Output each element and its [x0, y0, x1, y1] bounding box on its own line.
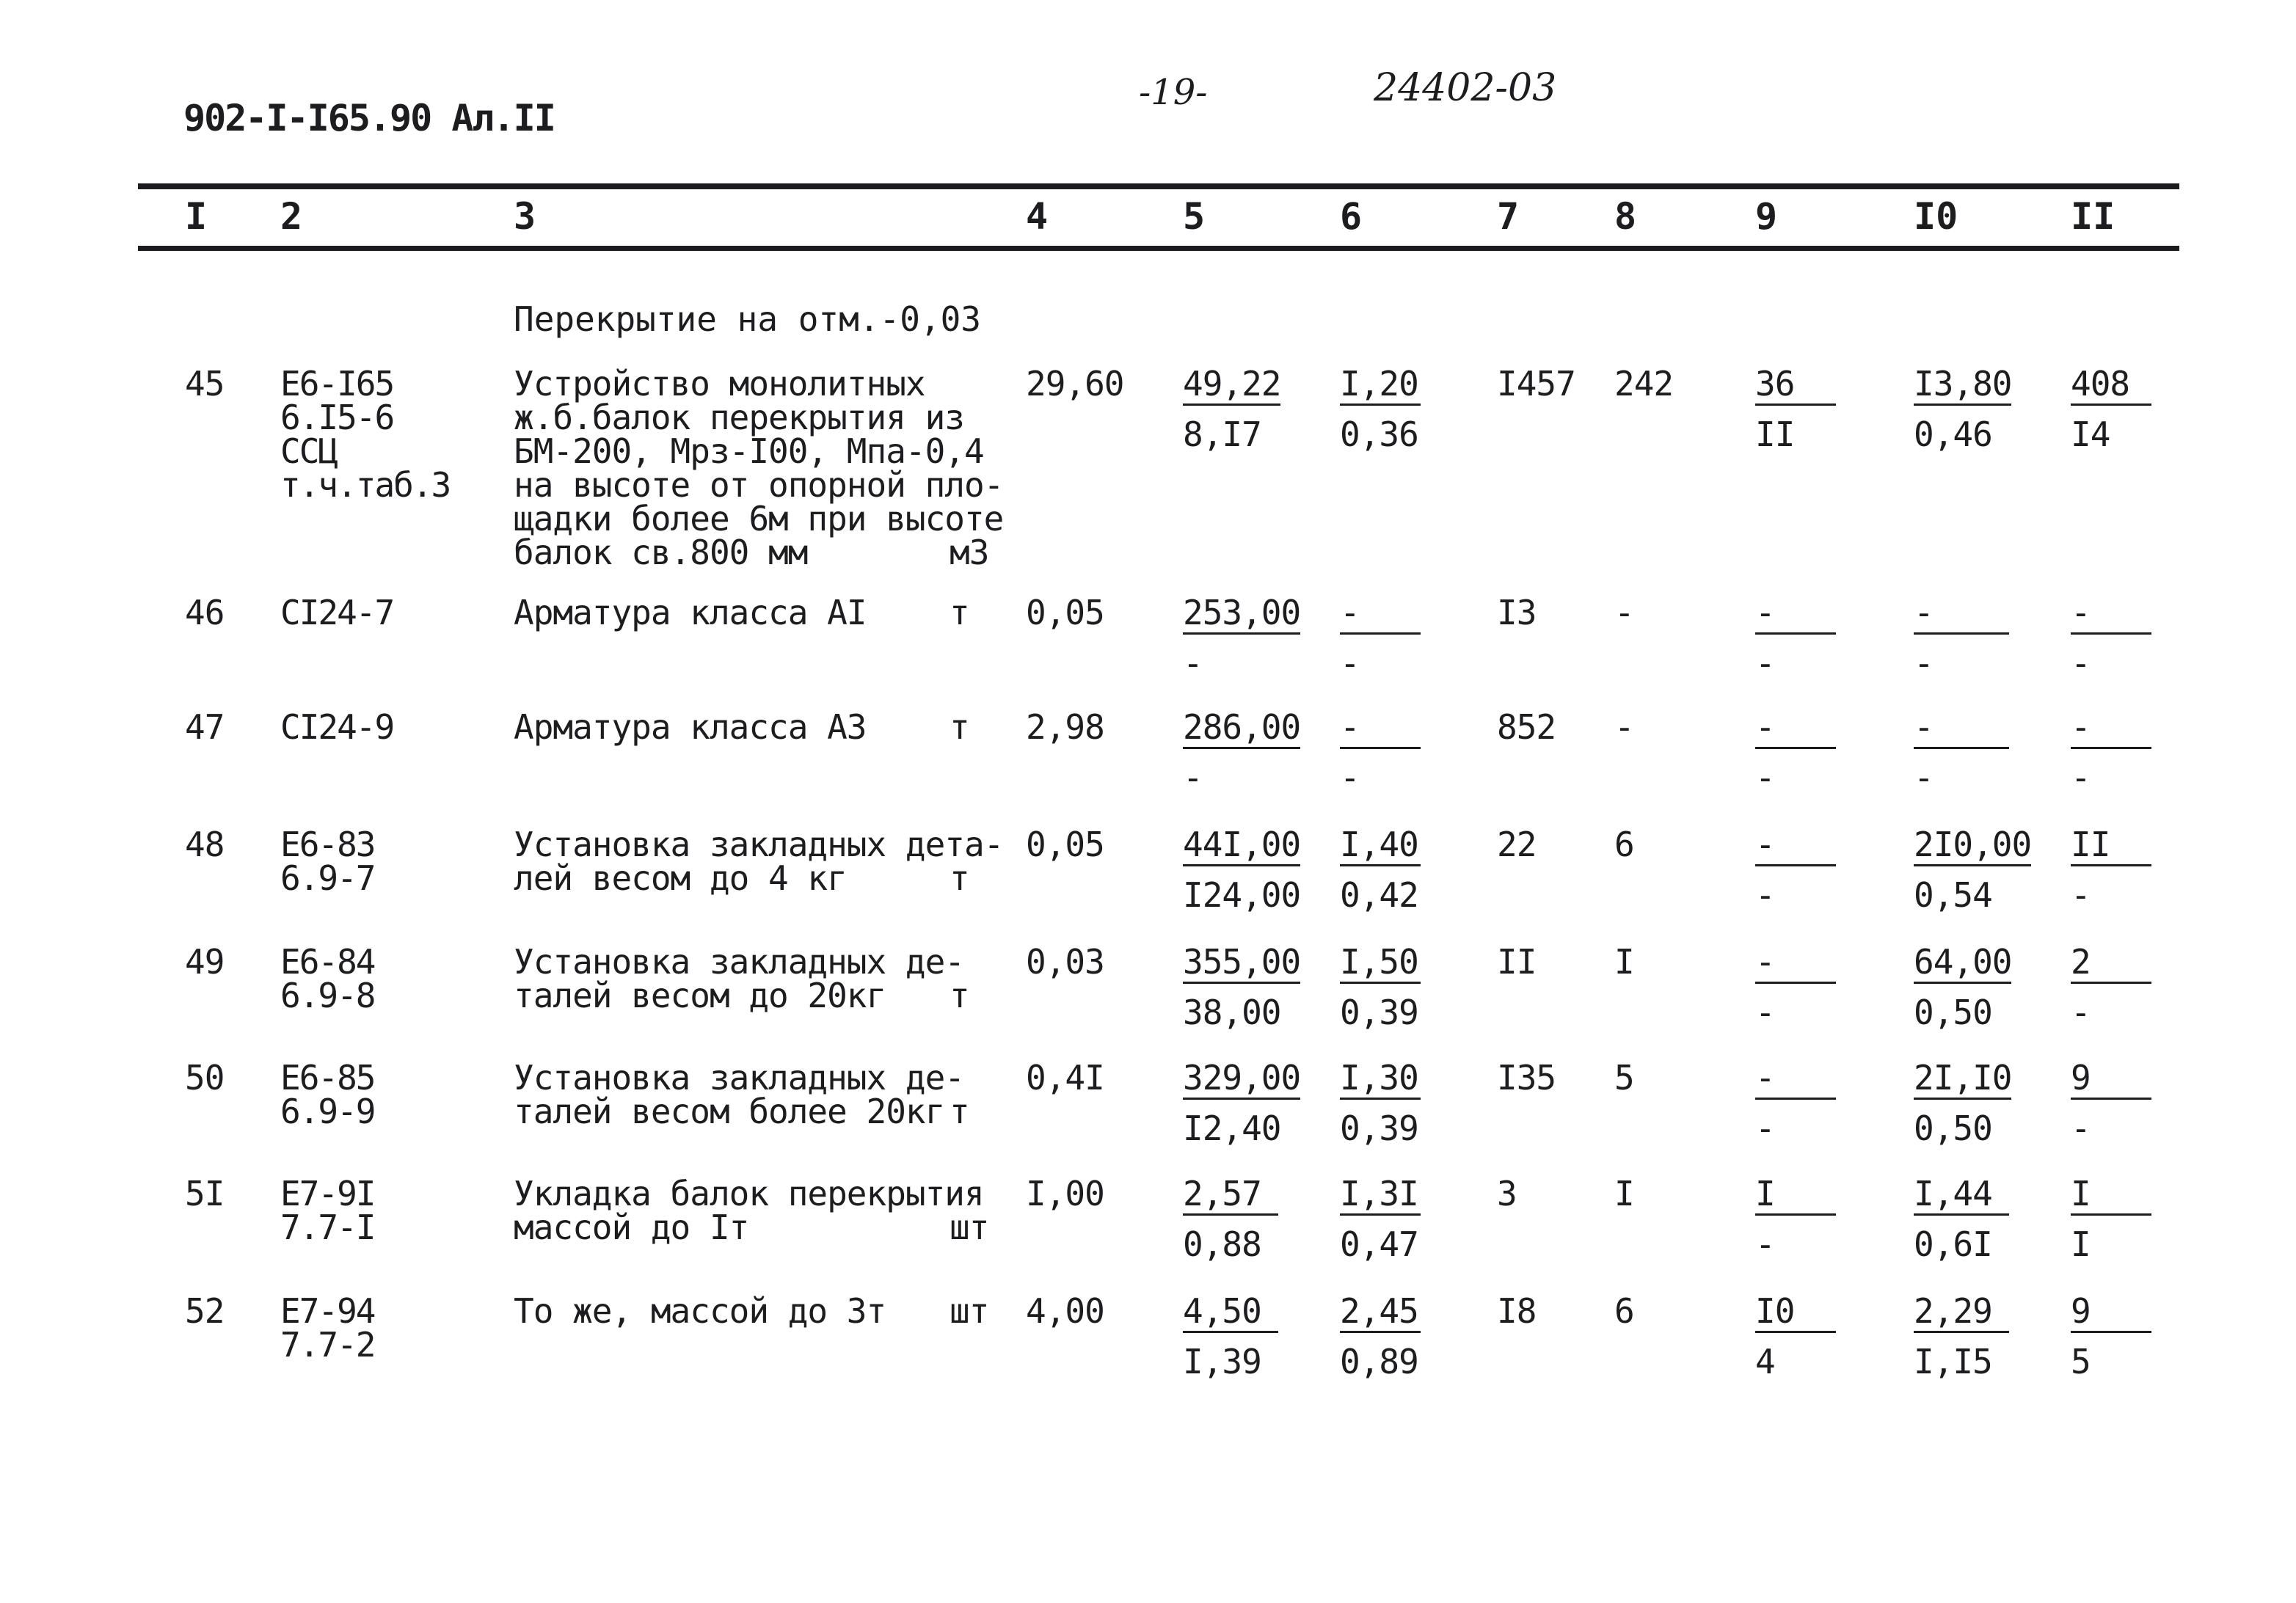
- fraction-denominator: -: [1340, 758, 1360, 797]
- fraction-c9: [1755, 1174, 1836, 1264]
- fraction-denominator: -: [2071, 758, 2091, 797]
- fraction-c11: [2071, 1174, 2151, 1264]
- fraction-denominator: -: [1755, 1224, 1775, 1264]
- fraction-c11: [2071, 1291, 2151, 1381]
- section-title: Перекрытие на отм.-0,03: [514, 299, 981, 339]
- norm-code: 7.7-2: [280, 1325, 375, 1365]
- fraction-numerator: -: [2071, 710, 2151, 749]
- work-description: То же, массой до 3т: [514, 1291, 886, 1331]
- unit-of-measure: м3: [950, 533, 989, 572]
- column-header-8: 8: [1614, 195, 1637, 238]
- work-description: Установка закладных де-: [514, 942, 964, 982]
- fraction-c10: [1914, 1291, 2009, 1381]
- column-header-10: I0: [1914, 195, 1958, 238]
- column-header-9: 9: [1755, 195, 1778, 238]
- fraction-numerator: -: [1755, 828, 1836, 866]
- fraction-c9: [1755, 942, 1836, 1032]
- fraction-c5: [1183, 364, 1281, 454]
- column-header-2: 2: [280, 195, 303, 238]
- fraction-denominator: 0,54: [1914, 875, 1992, 915]
- fraction-denominator: I2,40: [1183, 1109, 1281, 1148]
- unit-of-measure: шт: [950, 1208, 989, 1247]
- fraction-numerator: I: [2071, 1177, 2151, 1216]
- column-header-7: 7: [1497, 195, 1520, 238]
- fraction-denominator: -: [1914, 758, 1934, 797]
- fraction-c6: [1340, 707, 1421, 797]
- fraction-c11: [2071, 593, 2151, 683]
- norm-code: ССЦ: [280, 431, 338, 471]
- fraction-c5: [1183, 825, 1301, 915]
- work-description: БМ-200, Мрз-I00, Мпа-0,4: [514, 431, 984, 471]
- fraction-denominator: -: [2071, 875, 2091, 915]
- row-number: 49: [185, 942, 225, 982]
- norm-code: 6.9-9: [280, 1092, 375, 1131]
- norm-code: 6.9-7: [280, 858, 375, 898]
- fraction-numerator: 2,29: [1914, 1294, 2009, 1333]
- fraction-denominator: 0,36: [1340, 415, 1418, 454]
- fraction-c10: [1914, 364, 2012, 454]
- fraction-c6: [1340, 593, 1421, 683]
- fraction-c9: [1755, 707, 1836, 797]
- work-description: лей весом до 4 кг: [514, 858, 847, 898]
- norm-code: Е6-I65: [280, 364, 394, 404]
- fraction-denominator: -: [1183, 643, 1203, 683]
- work-description: талей весом более 20кг: [514, 1092, 945, 1131]
- quantity: 4,00: [1026, 1291, 1104, 1331]
- norm-code: Е7-94: [280, 1291, 375, 1331]
- fraction-numerator: -: [1914, 710, 2009, 749]
- quantity: 0,4I: [1026, 1058, 1104, 1098]
- column-header-6: 6: [1340, 195, 1363, 238]
- quantity: 0,05: [1026, 825, 1104, 864]
- fraction-denominator: I: [2071, 1224, 2091, 1264]
- fraction-c10: [1914, 1174, 2009, 1264]
- fraction-numerator: -: [1340, 596, 1421, 635]
- fraction-denominator: -: [1914, 643, 1934, 683]
- fraction-c10: [1914, 942, 2012, 1032]
- column-header-11: II: [2071, 195, 2115, 238]
- norm-code: 7.7-I: [280, 1208, 375, 1247]
- fraction-numerator: 2,45: [1340, 1294, 1421, 1333]
- fraction-c5: [1183, 707, 1301, 797]
- fraction-numerator: 36: [1755, 367, 1836, 406]
- value-col7: I3: [1497, 593, 1537, 632]
- fraction-numerator: 2I,I0: [1914, 1061, 2011, 1100]
- fraction-denominator: I,39: [1183, 1342, 1261, 1381]
- value-col7: 852: [1497, 707, 1556, 747]
- column-header-1: I: [185, 195, 208, 238]
- fraction-denominator: -: [1755, 643, 1775, 683]
- work-description: на высоте от опорной пло-: [514, 465, 1004, 505]
- fraction-c6: [1340, 825, 1421, 915]
- fraction-c9: [1755, 1291, 1836, 1381]
- unit-of-measure: т: [950, 593, 969, 632]
- fraction-c11: [2071, 364, 2151, 454]
- fraction-numerator: 4,50: [1183, 1294, 1278, 1333]
- fraction-numerator: 9: [2071, 1294, 2151, 1333]
- row-number: 48: [185, 825, 225, 864]
- fraction-numerator: 2I0,00: [1914, 828, 2031, 866]
- value-col8: 242: [1614, 364, 1674, 404]
- value-col7: I457: [1497, 364, 1575, 404]
- fraction-denominator: 4: [1755, 1342, 1775, 1381]
- fraction-c9: [1755, 1058, 1836, 1148]
- fraction-numerator: 2: [2071, 945, 2151, 984]
- work-description: ж.б.балок перекрытия из: [514, 398, 964, 437]
- fraction-numerator: II: [2071, 828, 2151, 866]
- fraction-numerator: -: [1340, 710, 1421, 749]
- work-description: Арматура класса А3: [514, 707, 867, 747]
- fraction-c5: [1183, 942, 1301, 1032]
- work-description: Укладка балок перекрытия: [514, 1174, 984, 1213]
- fraction-denominator: 0,46: [1914, 415, 1992, 454]
- fraction-numerator: I0: [1755, 1294, 1836, 1333]
- column-header-4: 4: [1026, 195, 1049, 238]
- fraction-denominator: 0,42: [1340, 875, 1418, 915]
- fraction-numerator: I: [1755, 1177, 1836, 1216]
- fraction-numerator: 286,00: [1183, 710, 1300, 749]
- fraction-c9: [1755, 825, 1836, 915]
- value-col8: -: [1614, 707, 1634, 747]
- quantity: 2,98: [1026, 707, 1104, 747]
- fraction-numerator: I,50: [1340, 945, 1421, 984]
- fraction-c9: [1755, 364, 1836, 454]
- fraction-numerator: -: [1914, 596, 2009, 635]
- fraction-c6: [1340, 1174, 1421, 1264]
- fraction-numerator: 64,00: [1914, 945, 2011, 984]
- fraction-numerator: I,3I: [1340, 1177, 1421, 1216]
- page-number: -19-: [1139, 72, 1208, 113]
- value-col8: I: [1614, 1174, 1634, 1213]
- row-number: 52: [185, 1291, 225, 1331]
- fraction-numerator: -: [1755, 945, 1836, 984]
- fraction-numerator: -: [1755, 710, 1836, 749]
- fraction-numerator: I,40: [1340, 828, 1421, 866]
- fraction-denominator: 0,39: [1340, 993, 1418, 1032]
- value-col7: I8: [1497, 1291, 1537, 1331]
- fraction-numerator: -: [1755, 596, 1836, 635]
- work-description: щадки более 6м при высоте: [514, 499, 1004, 538]
- fraction-c6: [1340, 1291, 1421, 1381]
- row-number: 45: [185, 364, 225, 404]
- fraction-denominator: 5: [2071, 1342, 2091, 1381]
- fraction-numerator: 44I,00: [1183, 828, 1300, 866]
- value-col8: 6: [1614, 825, 1634, 864]
- value-col8: I: [1614, 942, 1634, 982]
- fraction-numerator: 253,00: [1183, 596, 1300, 635]
- fraction-denominator: -: [1755, 758, 1775, 797]
- fraction-denominator: -: [1755, 1109, 1775, 1148]
- fraction-c5: [1183, 1291, 1278, 1381]
- fraction-denominator: 0,50: [1914, 1109, 1992, 1148]
- fraction-c10: [1914, 593, 2009, 683]
- work-description: массой до Iт: [514, 1208, 749, 1247]
- fraction-c10: [1914, 825, 2032, 915]
- fraction-numerator: 9: [2071, 1061, 2151, 1100]
- work-description: балок св.800 мм: [514, 533, 808, 572]
- work-description: Устройство монолитных: [514, 364, 925, 404]
- norm-code: СI24-9: [280, 707, 394, 747]
- row-number: 46: [185, 593, 225, 632]
- work-description: Установка закладных де-: [514, 1058, 964, 1098]
- work-description: Арматура класса АI: [514, 593, 867, 632]
- fraction-c11: [2071, 942, 2151, 1032]
- unit-of-measure: т: [950, 1092, 969, 1131]
- work-description: талей весом до 20кг: [514, 976, 886, 1015]
- fraction-denominator: 38,00: [1183, 993, 1281, 1032]
- fraction-denominator: II: [1755, 415, 1795, 454]
- header-rule-bottom: [138, 246, 2179, 251]
- unit-of-measure: шт: [950, 1291, 989, 1331]
- unit-of-measure: т: [950, 707, 969, 747]
- fraction-numerator: -: [1755, 1061, 1836, 1100]
- value-col8: 6: [1614, 1291, 1634, 1331]
- value-col8: 5: [1614, 1058, 1634, 1098]
- row-number: 47: [185, 707, 225, 747]
- fraction-denominator: -: [1183, 758, 1203, 797]
- value-col7: 3: [1497, 1174, 1517, 1213]
- fraction-denominator: -: [2071, 1109, 2091, 1148]
- norm-code: 6.I5-6: [280, 398, 394, 437]
- quantity: I,00: [1026, 1174, 1104, 1213]
- value-col7: I35: [1497, 1058, 1556, 1098]
- fraction-denominator: 0,88: [1183, 1224, 1261, 1264]
- fraction-numerator: I3,80: [1914, 367, 2011, 406]
- row-number: 5I: [185, 1174, 225, 1213]
- fraction-numerator: 355,00: [1183, 945, 1300, 984]
- fraction-denominator: 0,50: [1914, 993, 1992, 1032]
- fraction-numerator: 329,00: [1183, 1061, 1300, 1100]
- handwritten-number: 24402-03: [1374, 66, 1557, 110]
- norm-code: Е6-84: [280, 942, 375, 982]
- fraction-c9: [1755, 593, 1836, 683]
- fraction-numerator: 2,57: [1183, 1177, 1278, 1216]
- norm-code: Е6-85: [280, 1058, 375, 1098]
- fraction-denominator: 0,6I: [1914, 1224, 1992, 1264]
- fraction-c11: [2071, 707, 2151, 797]
- fraction-numerator: 49,22: [1183, 367, 1280, 406]
- quantity: 0,05: [1026, 593, 1104, 632]
- column-header-5: 5: [1183, 195, 1206, 238]
- norm-code: Е7-9I: [280, 1174, 375, 1213]
- fraction-c5: [1183, 593, 1301, 683]
- unit-of-measure: т: [950, 858, 969, 898]
- fraction-denominator: -: [1340, 643, 1360, 683]
- work-description: Установка закладных дета-: [514, 825, 1004, 864]
- fraction-c6: [1340, 942, 1421, 1032]
- fraction-denominator: I4: [2071, 415, 2110, 454]
- fraction-denominator: -: [1755, 875, 1775, 915]
- fraction-c5: [1183, 1058, 1301, 1148]
- norm-code: 6.9-8: [280, 976, 375, 1015]
- document-code: 902-I-I65.90 Ал.II: [183, 97, 555, 139]
- fraction-c5: [1183, 1174, 1278, 1264]
- fraction-denominator: 0,89: [1340, 1342, 1418, 1381]
- quantity: 29,60: [1026, 364, 1124, 404]
- fraction-numerator: I,44: [1914, 1177, 2009, 1216]
- fraction-denominator: 0,47: [1340, 1224, 1418, 1264]
- fraction-denominator: -: [2071, 643, 2091, 683]
- unit-of-measure: т: [950, 976, 969, 1015]
- norm-code: СI24-7: [280, 593, 394, 632]
- fraction-c6: [1340, 1058, 1421, 1148]
- fraction-denominator: -: [2071, 993, 2091, 1032]
- norm-code: Е6-83: [280, 825, 375, 864]
- fraction-numerator: -: [2071, 596, 2151, 635]
- fraction-numerator: I,20: [1340, 367, 1421, 406]
- value-col7: II: [1497, 942, 1537, 982]
- fraction-c6: [1340, 364, 1421, 454]
- fraction-c10: [1914, 707, 2009, 797]
- column-header-3: 3: [514, 195, 536, 238]
- fraction-denominator: 8,I7: [1183, 415, 1261, 454]
- row-number: 50: [185, 1058, 225, 1098]
- quantity: 0,03: [1026, 942, 1104, 982]
- fraction-denominator: 0,39: [1340, 1109, 1418, 1148]
- value-col7: 22: [1497, 825, 1537, 864]
- fraction-c11: [2071, 1058, 2151, 1148]
- norm-code: т.ч.таб.3: [280, 465, 451, 505]
- fraction-denominator: -: [1755, 993, 1775, 1032]
- fraction-denominator: I,I5: [1914, 1342, 1992, 1381]
- fraction-numerator: I,30: [1340, 1061, 1421, 1100]
- fraction-c11: [2071, 825, 2151, 915]
- fraction-numerator: 408: [2071, 367, 2151, 406]
- header-rule-top: [138, 183, 2179, 189]
- fraction-c10: [1914, 1058, 2012, 1148]
- fraction-denominator: I24,00: [1183, 875, 1301, 915]
- value-col8: -: [1614, 593, 1634, 632]
